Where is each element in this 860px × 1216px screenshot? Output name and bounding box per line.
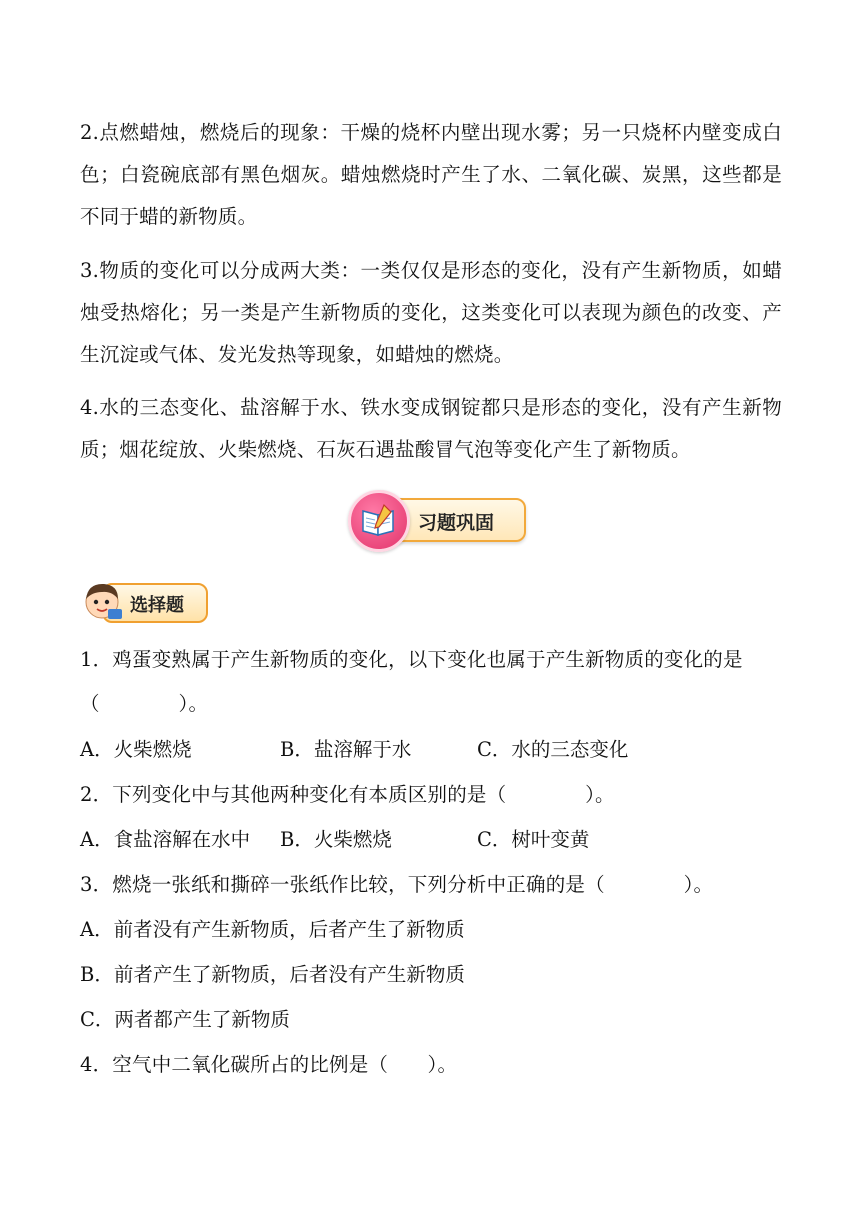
question-2-option-b: B．火柴燃烧: [280, 828, 392, 851]
question-2-stem: 2．下列变化中与其他两种变化有本质区别的是（ ）。: [80, 783, 615, 806]
question-1-option-c: C．水的三态变化: [477, 738, 629, 761]
question-4-stem: 4．空气中二氧化碳所占的比例是（ ）。: [80, 1053, 458, 1076]
question-3-option-b: B．前者产生了新物质，后者没有产生新物质: [80, 963, 465, 986]
question-2-option-c: C．树叶变黄: [477, 828, 590, 851]
question-type-text: 选择题: [130, 595, 184, 616]
question-1-option-a: A．火柴燃烧: [80, 738, 192, 761]
question-type-label: [76, 573, 208, 625]
question-1-blank: （ ）。: [80, 692, 209, 715]
section-title: 习题巩固: [418, 512, 495, 534]
student-avatar-icon: [78, 575, 128, 625]
question-1-option-b: B．盐溶解于水: [280, 738, 412, 761]
note-paragraph-2: 2.点燃蜡烛，燃烧后的现象：干燥的烧杯内壁出现水雾；另一只烧杯内壁变成白色；白瓷碗底部有黑色烟灰。蜡烛燃烧时产生了水、二氧化碳、炭黑，这些都是不同于蜡的新物质。: [80, 121, 782, 228]
question-2-option-a: A．食盐溶解在水中: [80, 828, 251, 851]
question-1-stem: 1．鸡蛋变熟属于产生新物质的变化，以下变化也属于产生新物质的变化的是: [80, 648, 743, 671]
question-3-option-c: C．两者都产生了新物质: [80, 1008, 290, 1031]
question-3-option-a: A．前者没有产生新物质，后者产生了新物质: [80, 918, 465, 941]
question-3-stem: 3．燃烧一张纸和撕碎一张纸作比较，下列分析中正确的是（ ）。: [80, 873, 714, 896]
section-banner: [336, 486, 526, 552]
note-paragraph-4: 4.水的三态变化、盐溶解于水、铁水变成钢锭都只是形态的变化，没有产生新物质；烟花绽放、火柴燃烧、石灰石遇盐酸冒气泡等变化产生了新物质。: [80, 396, 782, 461]
note-paragraph-3: 3.物质的变化可以分成两大类：一类仅仅是形态的变化，没有产生新物质，如蜡烛受热熔化；另一类是产生新物质的变化，这类变化可以表现为颜色的改变、产生沉淀或气体、发光发热等现象，如蜡烛的燃烧。: [80, 259, 782, 366]
notebook-icon: [348, 490, 410, 552]
